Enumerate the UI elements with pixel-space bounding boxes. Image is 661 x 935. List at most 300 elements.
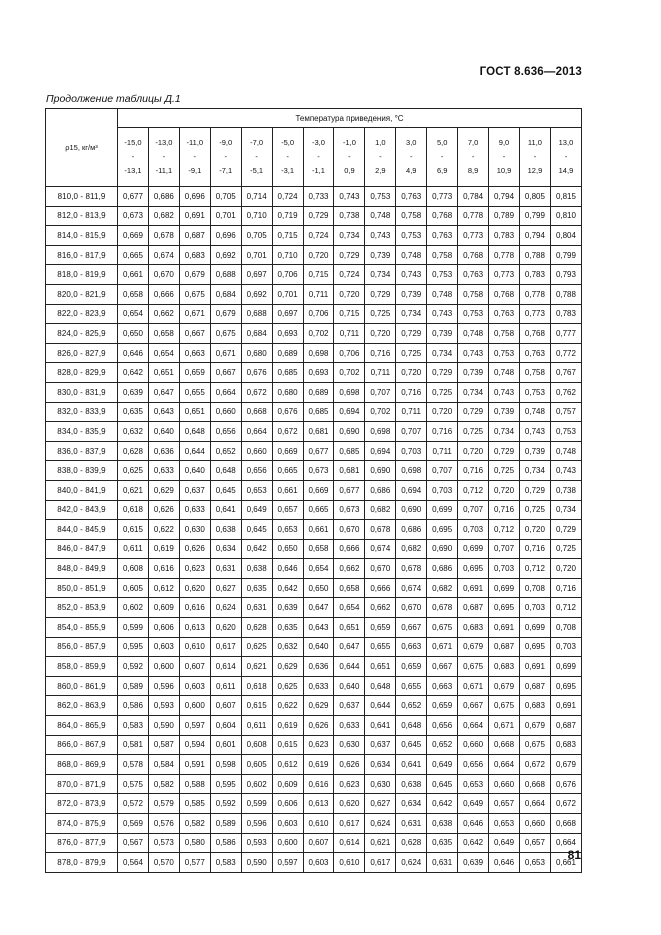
value-cell: 0,778 bbox=[519, 284, 550, 304]
value-cell: 0,734 bbox=[458, 382, 489, 402]
value-cell: 0,768 bbox=[458, 245, 489, 265]
value-cell: 0,581 bbox=[118, 735, 149, 755]
range-dash: - bbox=[317, 152, 320, 161]
value-cell: 0,631 bbox=[241, 598, 272, 618]
value-cell: 0,672 bbox=[272, 422, 303, 442]
value-cell: 0,679 bbox=[489, 676, 520, 696]
value-cell: 0,645 bbox=[210, 480, 241, 500]
value-cell: 0,609 bbox=[272, 774, 303, 794]
value-cell: 0,794 bbox=[519, 226, 550, 246]
value-cell: 0,699 bbox=[519, 618, 550, 638]
value-cell: 0,630 bbox=[179, 520, 210, 540]
table-row bbox=[46, 441, 582, 461]
value-cell: 0,668 bbox=[519, 774, 550, 794]
value-cell: 0,671 bbox=[489, 716, 520, 736]
value-cell: 0,685 bbox=[303, 402, 334, 422]
value-cell: 0,712 bbox=[458, 480, 489, 500]
range-to: 2,9 bbox=[375, 166, 386, 175]
value-cell: 0,664 bbox=[519, 794, 550, 814]
value-cell: 0,599 bbox=[118, 618, 149, 638]
value-cell: 0,734 bbox=[334, 226, 365, 246]
value-cell: 0,743 bbox=[334, 187, 365, 207]
table-row bbox=[46, 402, 582, 422]
value-cell: 0,665 bbox=[303, 500, 334, 520]
value-cell: 0,638 bbox=[241, 559, 272, 579]
value-cell: 0,758 bbox=[427, 245, 458, 265]
value-cell: 0,716 bbox=[427, 422, 458, 442]
density-range-cell: 870,0 - 871,9 bbox=[46, 774, 118, 794]
value-cell: 0,683 bbox=[519, 696, 550, 716]
value-cell: 0,685 bbox=[272, 363, 303, 383]
value-cell: 0,706 bbox=[272, 265, 303, 285]
value-cell: 0,664 bbox=[458, 716, 489, 736]
temperature-range-header bbox=[272, 128, 303, 187]
value-cell: 0,687 bbox=[458, 598, 489, 618]
table-row bbox=[46, 618, 582, 638]
value-cell: 0,651 bbox=[334, 618, 365, 638]
value-cell: 0,595 bbox=[118, 637, 149, 657]
value-cell: 0,698 bbox=[334, 382, 365, 402]
value-cell: 0,683 bbox=[179, 245, 210, 265]
value-cell: 0,645 bbox=[241, 520, 272, 540]
range-dash: - bbox=[379, 152, 382, 161]
value-cell: 0,589 bbox=[210, 814, 241, 834]
value-cell: 0,675 bbox=[427, 618, 458, 638]
value-cell: 0,672 bbox=[519, 755, 550, 775]
value-cell: 0,658 bbox=[334, 578, 365, 598]
value-cell: 0,612 bbox=[272, 755, 303, 775]
value-cell: 0,628 bbox=[241, 618, 272, 638]
value-cell: 0,714 bbox=[241, 187, 272, 207]
value-cell: 0,743 bbox=[550, 461, 581, 481]
value-cell: 0,683 bbox=[489, 657, 520, 677]
value-cell: 0,622 bbox=[272, 696, 303, 716]
density-range-cell: 878,0 - 879,9 bbox=[46, 853, 118, 873]
value-cell: 0,588 bbox=[179, 774, 210, 794]
value-cell: 0,671 bbox=[210, 343, 241, 363]
value-cell: 0,637 bbox=[365, 735, 396, 755]
value-cell: 0,657 bbox=[489, 794, 520, 814]
density-range-cell: 876,0 - 877,9 bbox=[46, 833, 118, 853]
value-cell: 0,768 bbox=[519, 324, 550, 344]
value-cell: 0,691 bbox=[179, 206, 210, 226]
value-cell: 0,664 bbox=[241, 422, 272, 442]
value-cell: 0,725 bbox=[396, 343, 427, 363]
range-dash: - bbox=[255, 152, 258, 161]
value-cell: 0,598 bbox=[210, 755, 241, 775]
value-cell: 0,623 bbox=[179, 559, 210, 579]
value-cell: 0,763 bbox=[427, 226, 458, 246]
value-cell: 0,716 bbox=[550, 578, 581, 598]
value-cell: 0,743 bbox=[458, 343, 489, 363]
value-cell: 0,686 bbox=[365, 480, 396, 500]
value-cell: 0,642 bbox=[458, 833, 489, 853]
range-to: -9,1 bbox=[188, 166, 202, 175]
value-cell: 0,725 bbox=[519, 500, 550, 520]
value-cell: 0,657 bbox=[272, 500, 303, 520]
value-cell: 0,599 bbox=[241, 794, 272, 814]
density-range-cell: 842,0 - 843,9 bbox=[46, 500, 118, 520]
value-cell: 0,655 bbox=[179, 382, 210, 402]
value-cell: 0,753 bbox=[396, 226, 427, 246]
value-cell: 0,799 bbox=[550, 245, 581, 265]
range-from: -7,0 bbox=[250, 138, 264, 147]
range-dash: - bbox=[410, 152, 413, 161]
value-cell: 0,720 bbox=[458, 441, 489, 461]
value-cell: 0,668 bbox=[550, 814, 581, 834]
range-from: -13,0 bbox=[155, 138, 173, 147]
value-cell: 0,645 bbox=[396, 735, 427, 755]
value-cell: 0,705 bbox=[210, 187, 241, 207]
value-cell: 0,642 bbox=[272, 578, 303, 598]
value-cell: 0,733 bbox=[303, 187, 334, 207]
value-cell: 0,788 bbox=[519, 245, 550, 265]
value-cell: 0,590 bbox=[148, 716, 179, 736]
value-cell: 0,570 bbox=[148, 853, 179, 873]
value-cell: 0,716 bbox=[396, 382, 427, 402]
range-to: -1,1 bbox=[312, 166, 325, 175]
value-cell: 0,609 bbox=[148, 598, 179, 618]
table-row bbox=[46, 382, 582, 402]
value-cell: 0,711 bbox=[334, 324, 365, 344]
table-row bbox=[46, 265, 582, 285]
range-from: 13,0 bbox=[558, 138, 574, 147]
value-cell: 0,679 bbox=[210, 304, 241, 324]
density-range-cell: 866,0 - 867,9 bbox=[46, 735, 118, 755]
value-cell: 0,698 bbox=[303, 343, 334, 363]
value-cell: 0,653 bbox=[241, 480, 272, 500]
value-cell: 0,654 bbox=[118, 304, 149, 324]
value-cell: 0,739 bbox=[519, 441, 550, 461]
table-row bbox=[46, 578, 582, 598]
value-cell: 0,615 bbox=[241, 696, 272, 716]
value-cell: 0,676 bbox=[550, 774, 581, 794]
value-cell: 0,644 bbox=[179, 441, 210, 461]
value-cell: 0,793 bbox=[550, 265, 581, 285]
value-cell: 0,716 bbox=[458, 461, 489, 481]
value-cell: 0,690 bbox=[396, 500, 427, 520]
range-to: 4,9 bbox=[406, 166, 417, 175]
table-row bbox=[46, 637, 582, 657]
value-cell: 0,653 bbox=[519, 853, 550, 873]
value-cell: 0,687 bbox=[179, 226, 210, 246]
value-cell: 0,734 bbox=[489, 422, 520, 442]
value-cell: 0,719 bbox=[272, 206, 303, 226]
value-cell: 0,720 bbox=[489, 480, 520, 500]
value-cell: 0,710 bbox=[241, 206, 272, 226]
value-cell: 0,743 bbox=[427, 304, 458, 324]
range-from: -9,0 bbox=[219, 138, 233, 147]
value-cell: 0,690 bbox=[365, 461, 396, 481]
value-cell: 0,597 bbox=[179, 716, 210, 736]
value-cell: 0,583 bbox=[210, 853, 241, 873]
value-cell: 0,689 bbox=[303, 382, 334, 402]
density-range-cell: 828,0 - 829,9 bbox=[46, 363, 118, 383]
value-cell: 0,672 bbox=[241, 382, 272, 402]
value-cell: 0,664 bbox=[210, 382, 241, 402]
value-cell: 0,648 bbox=[396, 716, 427, 736]
value-cell: 0,633 bbox=[303, 676, 334, 696]
value-cell: 0,603 bbox=[148, 637, 179, 657]
value-cell: 0,567 bbox=[118, 833, 149, 853]
range-dash: - bbox=[131, 152, 135, 161]
value-cell: 0,578 bbox=[118, 755, 149, 775]
value-cell: 0,621 bbox=[118, 480, 149, 500]
table-row bbox=[46, 500, 582, 520]
value-cell: 0,676 bbox=[272, 402, 303, 422]
value-cell: 0,712 bbox=[550, 598, 581, 618]
value-cell: 0,739 bbox=[396, 284, 427, 304]
value-cell: 0,656 bbox=[458, 755, 489, 775]
value-cell: 0,753 bbox=[489, 343, 520, 363]
value-cell: 0,734 bbox=[550, 500, 581, 520]
value-cell: 0,666 bbox=[148, 284, 179, 304]
value-cell: 0,748 bbox=[489, 363, 520, 383]
density-range-cell: 834,0 - 835,9 bbox=[46, 422, 118, 442]
range-to: -13,1 bbox=[124, 166, 142, 175]
range-to: -5,1 bbox=[250, 166, 264, 175]
value-cell: 0,641 bbox=[396, 755, 427, 775]
range-from: -1,0 bbox=[342, 138, 356, 147]
value-cell: 0,619 bbox=[303, 755, 334, 775]
value-cell: 0,617 bbox=[210, 637, 241, 657]
value-cell: 0,699 bbox=[550, 657, 581, 677]
value-cell: 0,576 bbox=[148, 814, 179, 834]
value-cell: 0,654 bbox=[303, 559, 334, 579]
value-cell: 0,634 bbox=[210, 539, 241, 559]
value-cell: 0,621 bbox=[365, 833, 396, 853]
value-cell: 0,639 bbox=[458, 853, 489, 873]
table-row bbox=[46, 735, 582, 755]
value-cell: 0,640 bbox=[334, 676, 365, 696]
value-cell: 0,580 bbox=[179, 833, 210, 853]
value-cell: 0,639 bbox=[118, 382, 149, 402]
value-cell: 0,667 bbox=[458, 696, 489, 716]
value-cell: 0,661 bbox=[303, 520, 334, 540]
value-cell: 0,763 bbox=[396, 187, 427, 207]
value-cell: 0,638 bbox=[427, 814, 458, 834]
value-cell: 0,707 bbox=[396, 422, 427, 442]
value-cell: 0,620 bbox=[210, 618, 241, 638]
value-cell: 0,699 bbox=[458, 539, 489, 559]
value-cell: 0,636 bbox=[303, 657, 334, 677]
value-cell: 0,758 bbox=[458, 284, 489, 304]
temperature-range-header bbox=[550, 128, 581, 187]
range-dash: - bbox=[193, 152, 197, 161]
value-cell: 0,624 bbox=[396, 853, 427, 873]
value-cell: 0,627 bbox=[210, 578, 241, 598]
value-cell: 0,629 bbox=[148, 480, 179, 500]
value-cell: 0,658 bbox=[303, 539, 334, 559]
value-cell: 0,603 bbox=[303, 853, 334, 873]
value-cell: 0,753 bbox=[365, 187, 396, 207]
value-cell: 0,734 bbox=[365, 265, 396, 285]
value-cell: 0,677 bbox=[334, 480, 365, 500]
table-header-row bbox=[46, 109, 582, 128]
table-row bbox=[46, 794, 582, 814]
value-cell: 0,610 bbox=[334, 853, 365, 873]
value-cell: 0,778 bbox=[458, 206, 489, 226]
density-range-cell: 852,0 - 853,9 bbox=[46, 598, 118, 618]
range-to: -3,1 bbox=[281, 166, 295, 175]
table-row bbox=[46, 461, 582, 481]
value-cell: 0,712 bbox=[519, 559, 550, 579]
value-cell: 0,675 bbox=[179, 284, 210, 304]
density-range-cell: 848,0 - 849,9 bbox=[46, 559, 118, 579]
value-cell: 0,720 bbox=[365, 324, 396, 344]
temperature-range-header bbox=[519, 128, 550, 187]
temperature-range-header bbox=[241, 128, 272, 187]
value-cell: 0,711 bbox=[427, 441, 458, 461]
value-cell: 0,686 bbox=[427, 559, 458, 579]
table-row bbox=[46, 814, 582, 834]
value-cell: 0,773 bbox=[519, 304, 550, 324]
value-cell: 0,694 bbox=[334, 402, 365, 422]
value-cell: 0,716 bbox=[519, 539, 550, 559]
value-cell: 0,613 bbox=[179, 618, 210, 638]
value-cell: 0,670 bbox=[148, 265, 179, 285]
value-cell: 0,596 bbox=[241, 814, 272, 834]
value-cell: 0,619 bbox=[272, 716, 303, 736]
value-cell: 0,703 bbox=[458, 520, 489, 540]
value-cell: 0,720 bbox=[303, 245, 334, 265]
value-cell: 0,634 bbox=[396, 794, 427, 814]
value-cell: 0,587 bbox=[148, 735, 179, 755]
density-correction-table bbox=[45, 108, 582, 873]
value-cell: 0,748 bbox=[458, 324, 489, 344]
value-cell: 0,652 bbox=[396, 696, 427, 716]
value-cell: 0,607 bbox=[179, 657, 210, 677]
value-cell: 0,586 bbox=[118, 696, 149, 716]
value-cell: 0,711 bbox=[396, 402, 427, 422]
value-cell: 0,647 bbox=[303, 598, 334, 618]
value-cell: 0,668 bbox=[489, 735, 520, 755]
range-from: 7,0 bbox=[467, 138, 479, 147]
value-cell: 0,579 bbox=[148, 794, 179, 814]
value-cell: 0,763 bbox=[489, 304, 520, 324]
value-cell: 0,705 bbox=[241, 226, 272, 246]
value-cell: 0,650 bbox=[118, 324, 149, 344]
value-cell: 0,667 bbox=[179, 324, 210, 344]
value-cell: 0,762 bbox=[550, 382, 581, 402]
value-cell: 0,674 bbox=[365, 539, 396, 559]
value-cell: 0,748 bbox=[519, 402, 550, 422]
value-cell: 0,674 bbox=[148, 245, 179, 265]
value-cell: 0,638 bbox=[396, 774, 427, 794]
temperature-ranges-row bbox=[46, 128, 582, 187]
value-cell: 0,656 bbox=[210, 422, 241, 442]
value-cell: 0,689 bbox=[272, 343, 303, 363]
value-cell: 0,640 bbox=[179, 461, 210, 481]
value-cell: 0,645 bbox=[427, 774, 458, 794]
value-cell: 0,686 bbox=[396, 520, 427, 540]
value-cell: 0,681 bbox=[334, 461, 365, 481]
value-cell: 0,603 bbox=[272, 814, 303, 834]
value-cell: 0,729 bbox=[365, 284, 396, 304]
density-range-cell: 816,0 - 817,9 bbox=[46, 245, 118, 265]
value-cell: 0,608 bbox=[241, 735, 272, 755]
value-cell: 0,810 bbox=[550, 206, 581, 226]
table-row bbox=[46, 559, 582, 579]
value-cell: 0,788 bbox=[550, 284, 581, 304]
value-cell: 0,575 bbox=[118, 774, 149, 794]
value-cell: 0,630 bbox=[365, 774, 396, 794]
table-row bbox=[46, 598, 582, 618]
value-cell: 0,594 bbox=[179, 735, 210, 755]
value-cell: 0,616 bbox=[179, 598, 210, 618]
temperature-range-header bbox=[458, 128, 489, 187]
range-from: -3,0 bbox=[312, 138, 325, 147]
value-cell: 0,670 bbox=[334, 520, 365, 540]
value-cell: 0,648 bbox=[179, 422, 210, 442]
value-cell: 0,753 bbox=[427, 265, 458, 285]
value-cell: 0,679 bbox=[179, 265, 210, 285]
value-cell: 0,589 bbox=[118, 676, 149, 696]
value-cell: 0,593 bbox=[148, 696, 179, 716]
value-cell: 0,763 bbox=[458, 265, 489, 285]
value-cell: 0,611 bbox=[118, 539, 149, 559]
value-cell: 0,679 bbox=[550, 755, 581, 775]
value-cell: 0,661 bbox=[118, 265, 149, 285]
density-range-cell: 822,0 - 823,9 bbox=[46, 304, 118, 324]
value-cell: 0,799 bbox=[519, 206, 550, 226]
value-cell: 0,683 bbox=[550, 735, 581, 755]
value-cell: 0,624 bbox=[210, 598, 241, 618]
value-cell: 0,637 bbox=[334, 696, 365, 716]
value-cell: 0,647 bbox=[334, 637, 365, 657]
value-cell: 0,625 bbox=[272, 676, 303, 696]
value-cell: 0,729 bbox=[550, 520, 581, 540]
value-cell: 0,623 bbox=[303, 735, 334, 755]
value-cell: 0,702 bbox=[365, 402, 396, 422]
range-dash: - bbox=[533, 152, 537, 161]
value-cell: 0,743 bbox=[489, 382, 520, 402]
value-cell: 0,758 bbox=[519, 363, 550, 383]
value-cell: 0,729 bbox=[334, 245, 365, 265]
value-cell: 0,748 bbox=[550, 441, 581, 461]
density-range-cell: 850,0 - 851,9 bbox=[46, 578, 118, 598]
value-cell: 0,660 bbox=[489, 774, 520, 794]
value-cell: 0,794 bbox=[489, 187, 520, 207]
temperature-range-header bbox=[210, 128, 241, 187]
value-cell: 0,675 bbox=[210, 324, 241, 344]
density-range-cell: 846,0 - 847,9 bbox=[46, 539, 118, 559]
value-cell: 0,605 bbox=[241, 755, 272, 775]
table-row bbox=[46, 284, 582, 304]
table-row bbox=[46, 226, 582, 246]
value-cell: 0,617 bbox=[365, 853, 396, 873]
value-cell: 0,615 bbox=[118, 520, 149, 540]
value-cell: 0,595 bbox=[210, 774, 241, 794]
value-cell: 0,674 bbox=[396, 578, 427, 598]
value-cell: 0,651 bbox=[148, 363, 179, 383]
table-row bbox=[46, 422, 582, 442]
value-cell: 0,653 bbox=[458, 774, 489, 794]
value-cell: 0,688 bbox=[210, 265, 241, 285]
value-cell: 0,675 bbox=[519, 735, 550, 755]
value-cell: 0,703 bbox=[550, 637, 581, 657]
value-cell: 0,616 bbox=[303, 774, 334, 794]
value-cell: 0,637 bbox=[179, 480, 210, 500]
value-cell: 0,658 bbox=[118, 284, 149, 304]
range-dash: - bbox=[440, 152, 444, 161]
value-cell: 0,720 bbox=[427, 402, 458, 422]
table-row bbox=[46, 696, 582, 716]
value-cell: 0,767 bbox=[550, 363, 581, 383]
table-row bbox=[46, 363, 582, 383]
value-cell: 0,655 bbox=[396, 676, 427, 696]
value-cell: 0,659 bbox=[427, 696, 458, 716]
